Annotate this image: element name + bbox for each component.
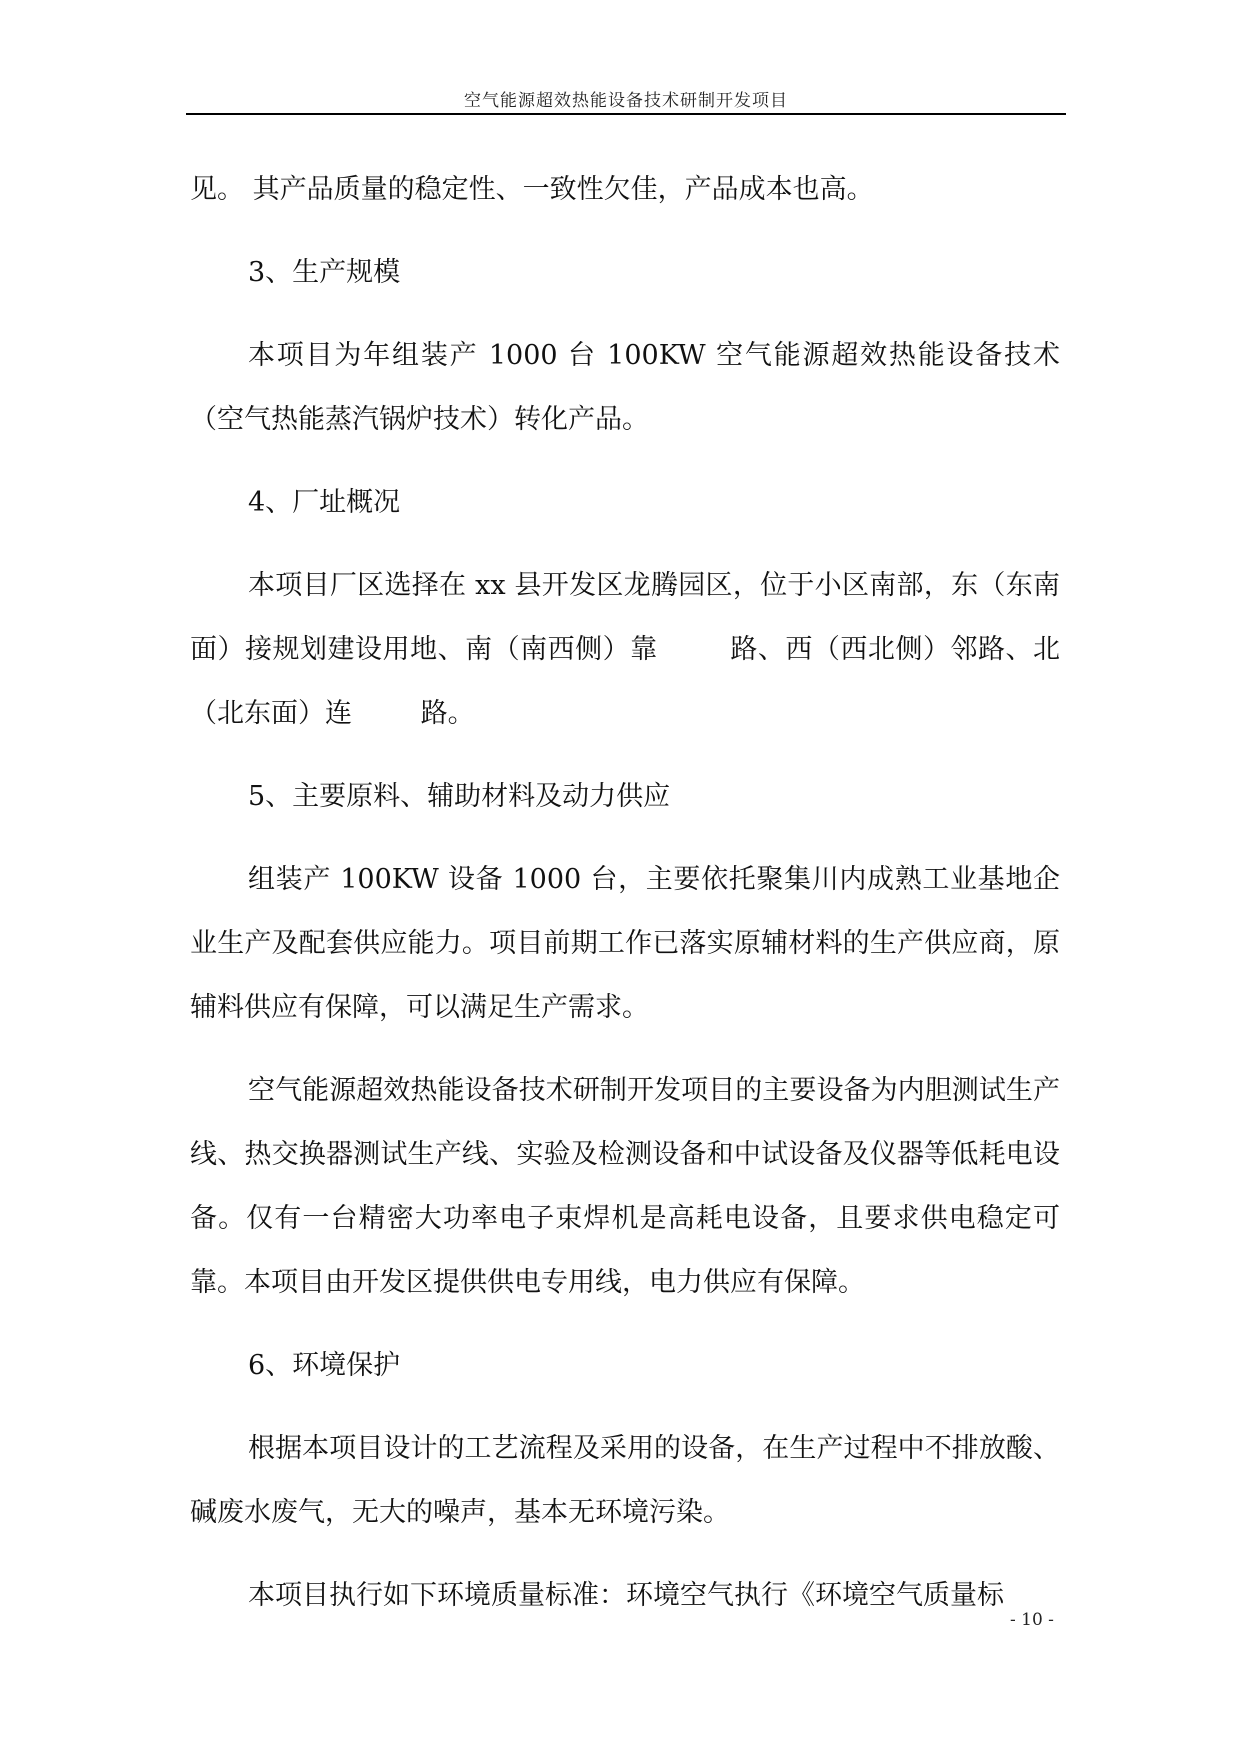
paragraph-site-overview: 本项目厂区选择在 xx 县开发区龙腾园区，位于小区南部，东（东南面）接规划建设用地、南（南西侧）靠 路、西（西北侧）邻路、北（北东面）连 路。 — [190, 570, 1060, 729]
section-heading-production-scale: 3、生产规模 — [248, 257, 401, 288]
paragraph-quality-standards: 本项目执行如下环境质量标准：环境空气执行《环境空气质量标 — [248, 1580, 1004, 1611]
paragraph-equipment-power: 空气能源超效热能设备技术研制开发项目的主要设备为内胆测试生产线、热交换器测试生产线、实验及检测设备和中试设备及仪器等低耗电设备。仅有一台精密大功率电子束焊机是高耗电设备，且要求供电稳定可靠。本项目由开发区提供供电专用线，电力供应有保障。 — [190, 1075, 1060, 1298]
page-number: - 10 - — [1010, 1610, 1054, 1630]
section-heading-site-overview: 4、厂址概况 — [248, 487, 401, 518]
header-divider — [186, 113, 1066, 115]
document-body — [190, 158, 1060, 1628]
page-header-title: 空气能源超效热能设备技术研制开发项目 — [464, 91, 788, 111]
section-heading-materials-supply: 5、主要原料、辅助材料及动力供应 — [248, 781, 671, 812]
paragraph-environment: 根据本项目设计的工艺流程及采用的设备，在生产过程中不排放酸、碱废水废气，无大的噪声，基本无环境污染。 — [190, 1433, 1060, 1528]
section-heading-environment: 6、环境保护 — [248, 1350, 401, 1381]
paragraph-production-scale: 本项目为年组装产 1000 台 100KW 空气能源超效热能设备技术（空气热能蒸汽锅炉技术）转化产品。 — [190, 340, 1060, 435]
paragraph-materials-supply: 组装产 100KW 设备 1000 台，主要依托聚集川内成熟工业基地企业生产及配套供应能力。项目前期工作已落实原辅材料的生产供应商，原辅料供应有保障，可以满足生产需求。 — [190, 864, 1060, 1023]
paragraph-continuation: 见。 其产品质量的稳定性、一致性欠佳，产品成本也高。 — [190, 174, 874, 205]
